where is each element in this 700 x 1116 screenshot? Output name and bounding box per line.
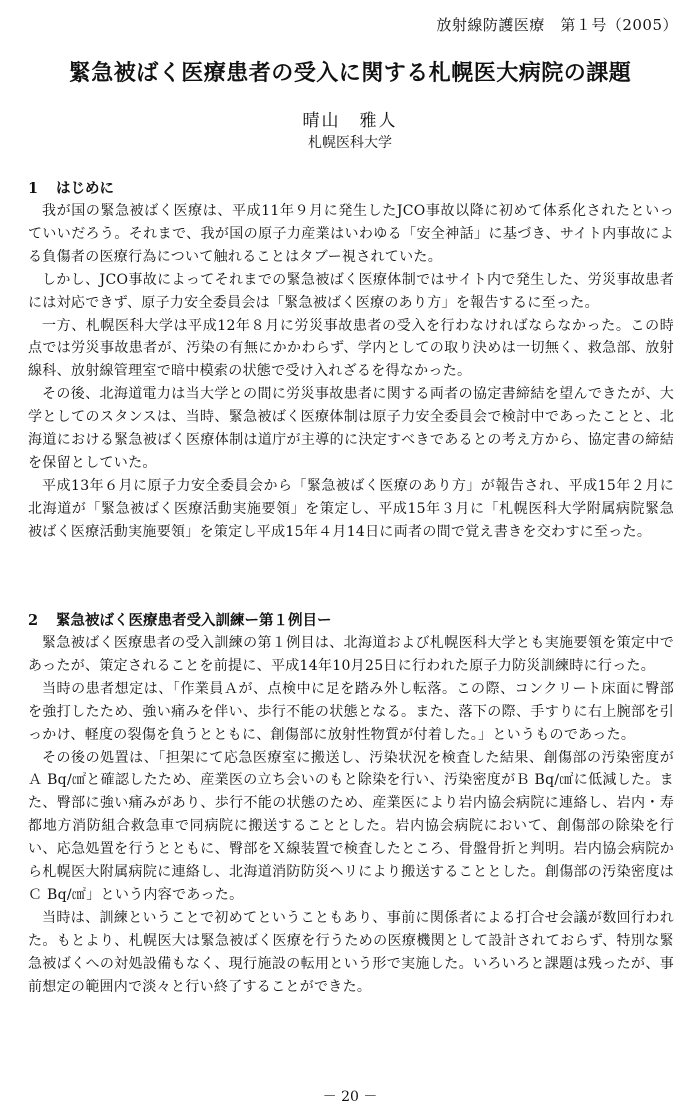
author-name: 晴山 雅人 <box>302 111 398 131</box>
article-title: 緊急被ばく医療患者の受入に関する札幌医大病院の課題 <box>68 60 632 86</box>
paragraph: その後の処置は、「担架にて応急医療室に搬送し、汚染状況を検査した結果、創傷部の汚染密度がＡ Bq/㎠と確認したため、産業医の立ち会いのもと除染を行い、汚染密度がＢ Bq/㎠に低減した。また、臀部に強い痛みがあり、歩行不能の状態のため、産業医により岩内協会病院に連絡し、岩内・寿都地方消防組合救急車で同病院に搬送することとした。岩内協会病院において、創傷部の除染を行い、応急処置を行うとともに、臀部をＸ線装置で検査したところ、骨盤骨折と判明。岩内協会病院から札幌医大附属病院に連絡し、北海道消防防災ヘリにより搬送することとした。創傷部の汚染密度はＣ Bq/㎠」という内容であった。 <box>28 749 674 903</box>
section-introduction <box>28 178 674 544</box>
section-training <box>28 610 674 999</box>
author-affiliation: 札幌医科大学 <box>308 135 392 151</box>
section-number: 1 <box>28 180 39 197</box>
paragraph: その後、北海道電力は当大学との間に労災事故患者に関する両者の協定書締結を望んできたが、大学としてのスタンスは、当時、緊急被ばく医療体制は原子力安全委員会で検討中であったことと、北海道における緊急被ばく医療体制は道庁が主導的に決定すべきであるとの考え方から、協定書の締結を保留としていた。 <box>28 386 674 471</box>
page-number: － 20 － <box>322 1089 378 1105</box>
paragraph: 一方、札幌医科大学は平成12年８月に労災事故患者の受入を行わなければならなかった。この時点では労災事故患者が、汚染の有無にかかわらず、学内としての取り決めは一切無く、救急部、放射線科、放射線管理室で暗中模索の状態で受け入れざるを得なかった。 <box>28 317 674 380</box>
paragraph: 当時は、訓練ということで初めてということもあり、事前に関係者による打合せ会議が数回行われた。もとより、札幌医大は緊急被ばく医療を行うための医療機関として設計されておらず、特別な緊急被ばくへの対処設備もなく、現行施設の転用という形で実施した。いろいろと課題は残ったが、事前想定の範囲内で淡々と行い終了することができた。 <box>28 909 674 995</box>
section-heading <box>28 610 674 632</box>
paragraph: しかし、JCO事故によってそれまでの緊急被ばく医療体制ではサイト内で発生した、労災事故患者には対応できず、原子力安全委員会は「緊急被ばく医療のあり方」を報告するに至った。 <box>28 271 674 311</box>
paragraph: 緊急被ばく医療患者の受入訓練の第１例目は、北海道および札幌医科大学とも実施要領を策定中であったが、策定されることを前提に、平成14年10月25日に行われた原子力防災訓練時に行った。 <box>28 635 674 674</box>
section-number: 2 <box>28 612 39 629</box>
paragraph: 我が国の緊急被ばく医療は、平成11年９月に発生したJCO事故以降に初めて体系化されたといっていいだろう。それまで、我が国の原子力産業はいわゆる「安全神話」に基づき、サイト内事故による負傷者の医療行為について触れることはタブー視されていた。 <box>28 203 674 265</box>
paragraph: 平成13年６月に原子力安全委員会から「緊急被ばく医療のあり方」が報告され、平成15年２月に北海道が「緊急被ばく医療活動実施要領」を策定し、平成15年３月に「札幌医科大学附属病院緊急被ばく医療活動実施要領」を策定し平成15年４月14日に両者の間で覚え書きを交わすに至った。 <box>28 477 674 540</box>
journal-header: 放射線防護医療 第１号（2005） <box>436 16 678 34</box>
paragraph: 当時の患者想定は、「作業員Ａが、点検中に足を踏み外し転落。この際、コンクリート床面に臀部を強打したため、強い痛みを伴い、歩行不能の状態となる。また、落下の際、手すりに右上腕部を引っかけ、軽度の裂傷を負うとともに、創傷部に放射性物質が付着した。」というものであった。 <box>28 680 674 743</box>
section-heading <box>28 178 674 200</box>
section-title: 緊急被ばく医療患者受入訓練ー第１例目ー <box>56 612 332 629</box>
section-title: はじめに <box>56 180 114 197</box>
